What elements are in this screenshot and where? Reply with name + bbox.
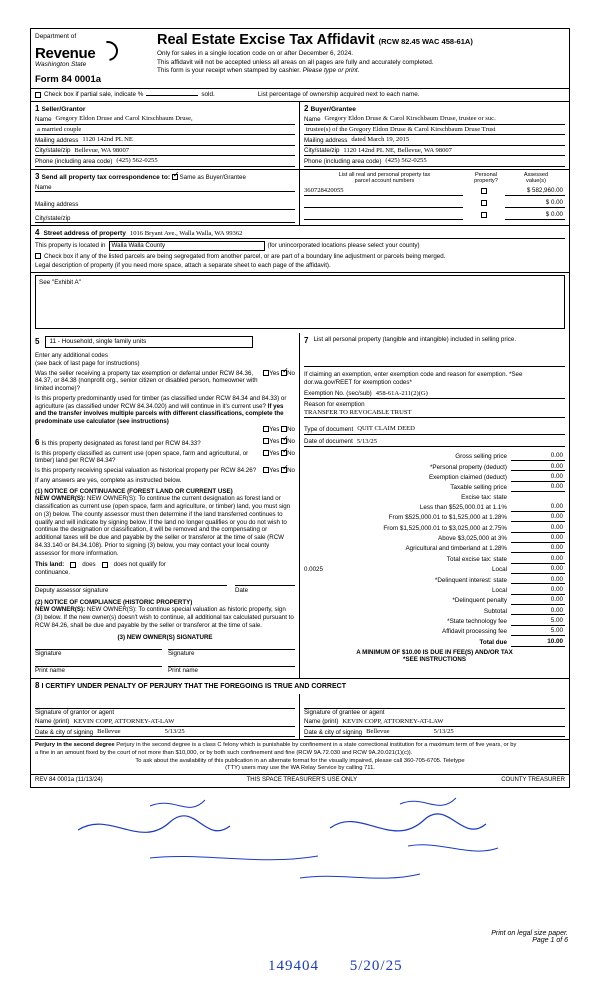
doctype-line[interactable]	[304, 424, 565, 435]
personal-property-question: 7 List all personal property (tangible and intangible) included in selling price.	[304, 336, 517, 346]
tax-line-value[interactable]: 0.00	[511, 586, 565, 595]
same-as-buyer-label: Same as Buyer/Grantee	[179, 173, 246, 181]
personal-property-input[interactable]	[304, 346, 565, 367]
tax-line	[304, 627, 565, 636]
buyer-phone-label: Phone (including area code)	[304, 157, 382, 165]
tax-line-value[interactable]: 0.00	[511, 524, 565, 533]
legal-size-note: Print on legal size paper.	[491, 930, 568, 937]
exemption-code-line[interactable]	[304, 389, 565, 400]
grantor-name-line[interactable]	[35, 716, 295, 727]
personal-property-checkbox-cell	[463, 188, 505, 196]
buyer-city-value: 1120 142nd PL NE, Bellevue, WA 98007	[343, 146, 452, 154]
taxcorr-mail-line[interactable]	[35, 199, 295, 210]
tax-line-label: Exemption claimed (deduct)	[428, 473, 507, 481]
assessed-col-header: Assessed value(s)	[523, 171, 549, 184]
parcel-row	[304, 211, 565, 220]
q6a-text: 6 Is this property designated as forest land per RCW 84.33?	[35, 437, 201, 447]
additional-codes-label: Enter any additional codes	[35, 352, 108, 360]
exemption-deferral-answers: Yes ✓No	[263, 370, 295, 393]
tax-line	[304, 576, 565, 585]
seller-mail-value: 1120 142nd PL NE	[82, 136, 133, 144]
grantee-date-value: 5/13/25	[433, 728, 454, 736]
new-owner-print-row	[35, 666, 295, 675]
q6c-yes-checkbox[interactable]	[263, 467, 269, 473]
tax-line	[304, 555, 565, 564]
q6a-no-checkbox[interactable]	[281, 438, 287, 444]
tax-line-label: Taxable selling price	[450, 484, 507, 492]
doctype-label: Type of document	[304, 425, 354, 433]
grantor-city-value: Bellevue	[97, 728, 121, 736]
if-yes-note: If any answers are yes, complete as instructed below.	[35, 476, 182, 484]
seller-name-line2[interactable]	[35, 125, 295, 136]
buyer-name-value: Gregory Eldon Druse & Carol Kirschbaum Druse, trustee or suc.	[324, 115, 496, 123]
parcel-number[interactable]	[304, 207, 463, 208]
q6c-row	[35, 467, 295, 475]
exemption-code-label: Exemption No. (sec/sub)	[304, 390, 372, 398]
grantor-name-value: KEVIN COPP, ATTORNEY-AT-LAW	[73, 717, 175, 725]
exemption-note: If claiming an exemption, enter exemption code and reason for exemption. *See dor.wa.gov/REET for exemption codes*	[304, 371, 523, 386]
grantor-sig-area[interactable]	[35, 696, 295, 708]
seller-name-line[interactable]	[35, 114, 295, 125]
seller-name-value2: a married couple	[37, 125, 82, 133]
q6a-yes-checkbox[interactable]	[263, 438, 269, 444]
predom-yes-checkbox[interactable]	[263, 426, 269, 432]
perjury-line-3: To ask about the availability of this publication in an alternate format for the visually impaired, please call 360-705-6705. Teletype	[135, 757, 465, 764]
exemption-reason-label: Reason for exemption	[304, 401, 365, 409]
minimum-due-note: A MINIMUM OF $10.00 IS DUE IN FEE(S) AND/OR TAX	[356, 648, 513, 656]
exemption-code-value: 458-61A-211(2)(G)	[375, 389, 428, 397]
assessed-value[interactable]: $ 0.00	[505, 211, 565, 220]
new-owner-signature-row	[35, 649, 295, 658]
seller-phone-line[interactable]	[35, 156, 295, 167]
form-revision: REV 84 0001a (11/13/24)	[35, 777, 103, 784]
tax-line-total	[304, 638, 565, 647]
tax-line-label: Excise tax: state	[461, 493, 507, 501]
doctype-value: QUIT CLAIM DEED	[357, 425, 415, 433]
buyer-name-line2[interactable]	[304, 125, 565, 136]
revenue-swirl-icon	[95, 37, 123, 65]
tax-line	[304, 596, 565, 605]
buyer-mail-value: dated March 19, 2015	[351, 136, 410, 144]
new-owner-sig-label-2: Signature	[168, 649, 295, 658]
buyer-mail-label: Mailing address	[304, 136, 348, 144]
tax-line-label: Agricultural and timberland at 1.28%	[405, 545, 507, 553]
tax-line	[304, 452, 565, 461]
assessed-value[interactable]: $ 582,960.00	[505, 187, 565, 196]
q6a-row	[35, 438, 295, 448]
buyer-mail-line[interactable]	[304, 135, 565, 146]
land-does-label: does	[82, 561, 96, 569]
tax-line-value[interactable]: 0.00	[511, 607, 565, 616]
land-does-not-label: does not qualify for	[113, 561, 166, 569]
use-code-row: 5 11 - Household, single family units	[35, 336, 295, 348]
grantee-sig-area[interactable]	[304, 696, 565, 708]
grantor-sig-block	[31, 694, 300, 740]
land-does-not-checkbox[interactable]	[102, 562, 108, 568]
taxcorr-heading: 3 Send all property tax correspondence to: ✓ Same as Buyer/Grantee	[35, 172, 295, 182]
q6c-text: Is this property receiving special valuation as historical property per RCW 84.26?	[35, 467, 257, 475]
grantee-name-label: Name (print)	[304, 718, 339, 726]
treasurer-space-label: THIS SPACE TREASURER'S USE ONLY	[246, 777, 358, 784]
tax-line-label: Subtotal	[483, 607, 507, 615]
partial-sale-row	[31, 89, 569, 102]
tax-line-label: *State technology fee	[447, 617, 507, 625]
state-label: Washington State	[35, 61, 87, 69]
parcel-row	[304, 187, 565, 196]
tax-line-label: Less than $525,000.01 at 1.1%	[419, 503, 507, 511]
tax-line-value[interactable]: 0.00	[511, 565, 565, 574]
parcels-block	[300, 170, 569, 226]
tax-line-label: Total due	[479, 638, 507, 646]
parcel-number[interactable]	[304, 219, 463, 220]
tax-line-value[interactable]: 0.00	[511, 452, 565, 461]
see-instructions-note: *SEE INSTRUCTIONS	[403, 656, 466, 664]
deputy-date[interactable]: Date	[235, 585, 295, 595]
tax-line	[304, 473, 565, 482]
buyer-phone-value: (425) 562-0255	[385, 157, 427, 165]
notice-compliance-body: NEW OWNER(S): NEW OWNER(S): To continue special valuation as historic property, sign (3) below. If the new owner(s) doesn't wish to continue, all additional tax calculated pursuant to RCW 84.26, shall be due and payable by the seller or transferor at the time of sale.	[35, 606, 294, 629]
taxcorr-name-label: Name	[35, 183, 52, 191]
deputy-signature-row	[35, 585, 295, 595]
assessed-value[interactable]: $ 0.00	[505, 199, 565, 208]
tax-line-value[interactable]: 0.00	[511, 483, 565, 492]
tax-line	[304, 544, 565, 553]
same-as-buyer-checkbox[interactable]	[172, 174, 178, 180]
tax-line-value[interactable]: 0.00	[511, 555, 565, 564]
perjury-notice	[31, 739, 569, 774]
grantee-name-value: KEVIN COPP, ATTORNEY-AT-LAW	[342, 717, 444, 725]
deputy-assessor-signature[interactable]: Deputy assessor signature	[35, 585, 227, 595]
stamp-number: 149404	[268, 958, 319, 974]
predom-no-checkbox[interactable]	[281, 426, 287, 432]
parties-section	[31, 102, 569, 170]
predominant-use-text: Is this property predominantly used for timber (as classified under RCW 84.34 and 84.33) or agriculture (as classified under RCW 84.34.020) and will continue in it's current use? If yes and the transfer involves multiple parcels with different classifications, complete the predominate use calculator (see instructions)	[35, 394, 287, 426]
stamp-date: 5/20/25	[349, 958, 403, 974]
street-address-line[interactable]: 4 Street address of property 1016 Bryant Ave., Walla Walla, WA 99362	[35, 228, 565, 239]
taxcorr-parcels-section	[31, 170, 569, 227]
tax-line-value[interactable]: 0.00	[511, 463, 565, 472]
department-label: Department of	[35, 33, 77, 40]
form-footer	[31, 774, 569, 787]
form-title: Real Estate Excise Tax Affidavit (RCW 82.45 WAC 458-61A)	[157, 32, 473, 48]
perjury-line-1: Perjury in the second degree Perjury in the second degree is a class C felony which is punishable by confinement in a state correctional institution for a maximum term of five years, or by	[35, 742, 517, 749]
legal-description-box[interactable]	[35, 275, 565, 329]
tax-line-label: *Delinquent penalty	[452, 597, 507, 605]
tax-line	[304, 513, 565, 522]
print-note	[491, 930, 568, 944]
predominant-use-question	[35, 395, 295, 426]
continuance-label: continuance.	[35, 569, 71, 577]
buyer-phone-line[interactable]	[304, 156, 565, 167]
buyer-name-line[interactable]	[304, 114, 565, 125]
exemption-deferral-question	[35, 370, 295, 393]
street-address-section	[31, 226, 569, 273]
land-use-code-select[interactable]: 11 - Household, single family units	[45, 336, 253, 348]
segregation-label: Check box if any of the listed parcels are being segregated from another parcel, or are part of a boundary line adjustment or parcels being merged.	[44, 252, 446, 260]
segregation-row	[35, 253, 565, 261]
tax-line-label: Local	[491, 566, 507, 574]
additional-codes-hint: (see back of last page for instructions)	[35, 359, 140, 367]
notice-continuance-body: NEW OWNER(S): NEW OWNER(S): To continue the current designation as forest land or classification as current use (open space, farm and agriculture, or timber) land, you must sign on (3) below. The county assessor must then determine if the land transferred continues to qualify and will indicate by signing below. If the land no longer qualifies or you do not wish to continue the designation or classification, it will be removed and the compensating or additional taxes will be due and payable by the seller or transferor at the time of sale (RCW 84.33.140 or 84.34.108). Prior to signing (3) below, you may contact your local county assessor for more information.	[35, 495, 291, 557]
tax-line-label: *Delinquent interest: state	[434, 576, 507, 584]
agency-logo	[35, 33, 157, 86]
seller-name-value: Gregory Eldon Druse and Carol Kirschbaum Druse,	[55, 115, 193, 123]
taxcorr-city-label: City/state/zip	[35, 214, 71, 222]
tax-line	[304, 617, 565, 626]
form-header	[31, 29, 569, 89]
tax-line-value[interactable]: 0.00	[511, 576, 565, 585]
defer-yes-checkbox[interactable]	[263, 370, 269, 376]
local-rate: 0.0025	[304, 566, 323, 574]
notice-compliance-title: (2) NOTICE OF COMPLIANCE (HISTORIC PROPERTY)	[35, 598, 193, 606]
tax-line-label: Above $3,025,000 at 3%	[438, 535, 507, 543]
personal-property-checkbox[interactable]	[481, 188, 487, 194]
grantee-name-line[interactable]	[304, 716, 565, 727]
new-owner-sig-1[interactable]	[35, 649, 162, 658]
parcel-row	[304, 199, 565, 208]
buyer-city-label: City/state/zip	[304, 147, 340, 155]
personal-property-checkbox-cell	[463, 200, 505, 208]
tax-line-value[interactable]: 10.00	[511, 638, 565, 647]
q6b-no-checkbox[interactable]	[281, 450, 287, 456]
tax-line-value[interactable]: 0.00	[511, 544, 565, 553]
tax-line-value[interactable]: 0.00	[511, 503, 565, 512]
subtitle-line-2: This affidavit will not be accepted unless all areas on all pages are fully and accurately completed.	[157, 58, 434, 66]
tax-line-label: *Personal property (deduct)	[429, 463, 507, 471]
buyer-name-value2: trustee(s) of the Gregory Eldon Druse & Carol Kirschbaum Druse Trust	[306, 125, 496, 133]
seller-heading: 1 Seller/Grantor	[35, 103, 86, 113]
this-land-label: This land:	[35, 561, 65, 569]
county-label: This property is located in	[35, 241, 106, 249]
new-owner-print-1[interactable]	[35, 666, 162, 675]
tax-line	[304, 607, 565, 616]
tax-line-label: Gross selling price	[455, 453, 507, 461]
tax-calculation-block	[300, 333, 569, 678]
seller-mail-line[interactable]	[35, 135, 295, 146]
tax-line-label: Affidavit processing fee	[442, 628, 507, 636]
tax-line	[304, 494, 565, 502]
q6b-yes-checkbox[interactable]	[263, 450, 269, 456]
personal-property-checkbox-cell	[463, 212, 505, 220]
tax-line	[304, 463, 565, 472]
new-owner-print-label-1: Print name	[35, 666, 162, 675]
seller-mail-label: Mailing address	[35, 136, 79, 144]
street-address-value: 1016 Bryant Ave., Walla Walla, WA 99362	[129, 229, 243, 237]
new-owner-sig-2[interactable]	[168, 649, 295, 658]
parcel-number[interactable]: 360728420055	[304, 187, 463, 196]
land-does-checkbox[interactable]	[70, 562, 76, 568]
tax-line	[304, 586, 565, 595]
seller-name-label: Name	[35, 115, 52, 123]
perjury-line-4: (TTY) users may use the WA Relay Service by calling 711.	[225, 765, 375, 772]
defer-no-checkbox[interactable]	[281, 370, 287, 376]
q6b-text: Is this property classified as current use (open space, farm and agricultural, or timber) land per RCW 84.34?	[35, 449, 249, 465]
grantor-name-label: Name (print)	[35, 718, 70, 726]
lower-section	[31, 333, 569, 678]
tax-line-value[interactable]: 0.00	[511, 513, 565, 522]
parcel-col-header: List all real and personal property tax parcel account numbers	[338, 171, 431, 184]
seller-city-label: City/state/zip	[35, 147, 71, 155]
certification-signatures	[31, 694, 569, 740]
tax-line	[304, 534, 565, 543]
legal-description-label: Legal description of property (if you need more space, attach a separate sheet to each page of the affidavit).	[35, 262, 331, 270]
personal-property-text: List all personal property (tangible and intangible) included in selling price.	[313, 336, 517, 344]
partial-sale-sold-label: sold.	[201, 91, 215, 99]
tax-line-value[interactable]: 5.00	[511, 617, 565, 626]
subtitle-line-3: This form is your receipt when stamped by cashier. Please type or print.	[157, 67, 360, 75]
tax-line-local	[304, 565, 565, 574]
seller-block	[31, 102, 300, 169]
treasurer-stamp	[268, 958, 403, 975]
notice-continuance-title: (1) NOTICE OF CONTINUANCE (FOREST LAND OR CURRENT USE)	[35, 487, 233, 495]
tax-line-value[interactable]: 0.00	[511, 473, 565, 482]
grantee-sig-block	[300, 694, 569, 740]
certification-title: I CERTIFY UNDER PENALTY OF PERJURY THAT THE FOREGOING IS TRUE AND CORRECT	[41, 682, 346, 690]
tax-line-value[interactable]: 5.00	[511, 627, 565, 636]
tax-line-value[interactable]: 0.00	[511, 534, 565, 543]
tax-line-label: Local	[491, 586, 507, 594]
tax-line	[304, 503, 565, 512]
buyer-heading: 2 Buyer/Grantee	[304, 103, 356, 113]
subtitle-line-1: Only for sales in a single location code on or after December 6, 2024.	[157, 50, 354, 58]
grantor-date-value: 5/13/25	[164, 728, 185, 736]
perjury-line-2: a fine in an amount fixed by the court of not more than $10,000, or by both such confinement and fine (RCW 9A.72.030 and RCW 9A.20.021(1)(c)).	[35, 749, 413, 756]
seller-phone-label: Phone (including area code)	[35, 157, 113, 165]
county-select[interactable]: Walla Walla County	[109, 241, 265, 251]
tax-line-label: From $525,000.01 to $1,525,000 at 1.28%	[388, 514, 507, 522]
new-owner-signature-title: (3) NEW OWNER(S) SIGNATURE	[117, 633, 213, 641]
seller-phone-value: (425) 562-0255	[116, 157, 158, 165]
predominant-use-answers: Yes No	[35, 426, 295, 434]
this-land-row	[35, 561, 295, 569]
reet-affidavit-form	[30, 28, 570, 788]
taxcorr-mail-label: Mailing address	[35, 201, 79, 209]
q6c-no-checkbox[interactable]	[281, 467, 287, 473]
county-treasurer-label: COUNTY TREASURER	[501, 777, 565, 784]
tax-line	[304, 483, 565, 492]
county-row	[35, 241, 565, 251]
taxcorr-name-line[interactable]	[35, 182, 295, 193]
grantee-sig-label: Signature of grantee or agent	[304, 708, 565, 717]
certification-bar: 8 I CERTIFY UNDER PENALTY OF PERJURY THAT THE FOREGOING IS TRUE AND CORRECT	[31, 678, 569, 694]
grantor-date-label: Date & city of signing	[35, 728, 94, 736]
grantor-date-line[interactable]	[35, 727, 295, 738]
new-owner-print-label-2: Print name	[168, 666, 295, 675]
q6b-row	[35, 450, 295, 466]
tax-line	[304, 524, 565, 533]
new-owner-sig-label-1: Signature	[35, 649, 162, 658]
exemption-reason-value[interactable]: TRANSFER TO REVOCABLE TRUST	[304, 409, 565, 418]
parcels-heading	[304, 172, 565, 184]
predominant-use-bold: If yes and the transfer involves multiple parcels with different classifications, complete the predominate use calculator (see instructions)	[35, 402, 284, 426]
docdate-line[interactable]	[304, 437, 565, 448]
grantee-date-line[interactable]	[304, 727, 565, 738]
tax-line-label: Total excise tax: state	[446, 555, 507, 563]
page-number: Page 1 of 6	[532, 937, 568, 944]
buyer-block	[300, 102, 569, 169]
grantee-city-value: Bellevue	[366, 728, 390, 736]
revenue-wordmark: Revenue	[35, 41, 153, 61]
street-address-label: Street address of property	[43, 229, 126, 237]
new-owner-print-2[interactable]	[168, 666, 295, 675]
seller-city-line[interactable]	[35, 146, 295, 157]
exemption-deferral-text: Was the seller receiving a property tax exemption or deferral under RCW 84.36, 84.37, or 84.38 (nonprofit org., senior citizen or disabled person, homeowner with limited income)?	[35, 369, 258, 393]
taxcorr-block	[31, 170, 300, 226]
segregation-checkbox[interactable]	[35, 253, 41, 259]
q6a-answers: Yes ✓No	[263, 438, 295, 448]
form-subtitle	[157, 50, 565, 75]
personal-col-header: Personal property?	[474, 171, 498, 184]
tax-line-label: From $1,525,000.01 to $3,025,000 at 2.75%	[383, 524, 507, 532]
partial-sale-checkbox[interactable]	[35, 92, 41, 98]
legal-description-value: See "Exhibit A"	[39, 279, 81, 287]
grantee-date-label: Date & city of signing	[304, 728, 363, 736]
grantor-sig-label: Signature of grantor or agent	[35, 708, 295, 717]
use-code-block	[31, 333, 300, 678]
form-number: Form 84 0001a	[35, 74, 102, 86]
tax-line-value[interactable]: 0.00	[511, 596, 565, 605]
buyer-name-label: Name	[304, 115, 321, 123]
seller-city-value: Bellevue, WA 98007	[74, 146, 130, 154]
tax-lines	[304, 452, 565, 646]
county-hint: (for unincorporated locations please select your county)	[267, 241, 420, 249]
personal-property-checkbox[interactable]	[481, 212, 487, 218]
partial-sale-label: Check box if partial sale, indicate %	[44, 91, 144, 99]
ownership-note: List percentage of ownership acquired next to each name.	[257, 91, 420, 99]
personal-property-checkbox[interactable]	[481, 200, 487, 206]
q6b-answers: Yes ✓No	[263, 450, 295, 466]
q6c-answers: Yes ✓No	[263, 467, 295, 475]
taxcorr-city-line[interactable]	[35, 213, 295, 224]
docdate-label: Date of document	[304, 438, 353, 446]
buyer-city-line[interactable]	[304, 146, 565, 157]
docdate-value: 5/13/25	[356, 437, 377, 445]
